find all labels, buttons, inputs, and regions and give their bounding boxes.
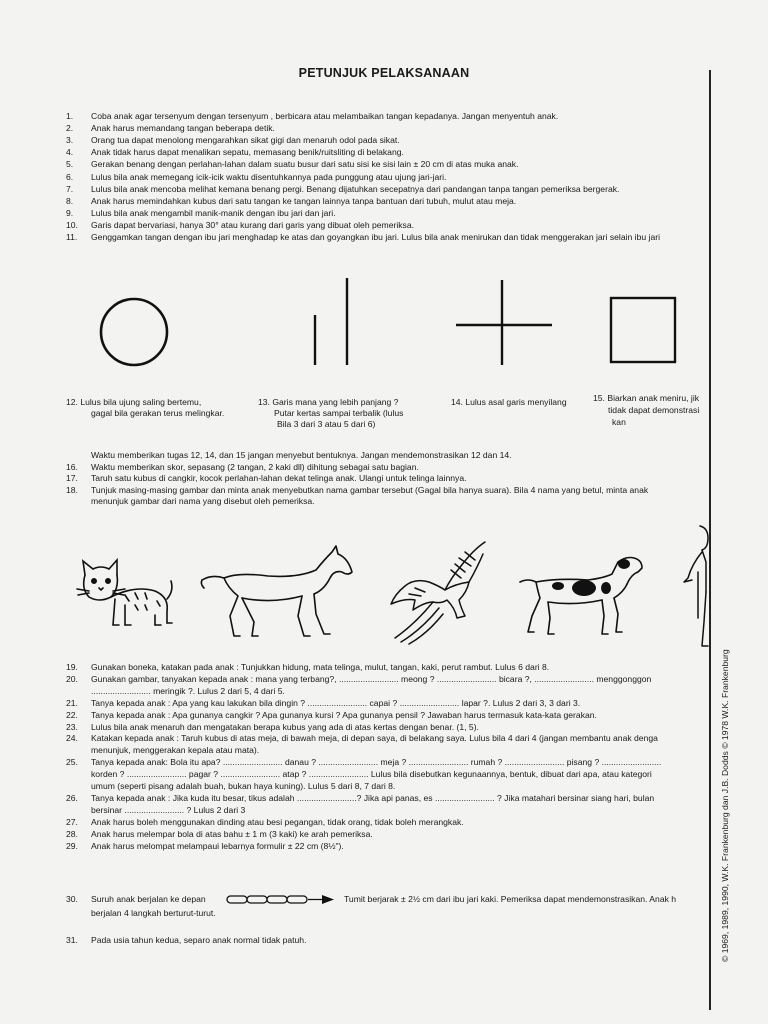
item-text: Anak harus memindahkan kubus dari satu tangan ke tangan lainnya tanpa bantuan dari tubuh, mulut atau meja.: [91, 195, 517, 206]
item-number: 4.: [66, 147, 74, 158]
caption-13-line2: Putar kertas sampai terbalik (lulus: [274, 408, 404, 418]
item-number: 5.: [66, 159, 74, 170]
item-number: 26.: [66, 792, 78, 803]
item-text: Tanya kepada anak: Bola itu apa? ......................... danau ? ......................... meja ? ......................... rumah ? ......................... pisang ? .........................: [91, 757, 662, 768]
cat-drawing: [75, 555, 175, 630]
item-text: Taruh satu kubus di cangkir, kocok perlahan-lahan dekat telinga anak. Ulangi untuk telinga lainnya.: [91, 473, 467, 484]
item-text: Waktu memberikan tugas 12, 14, dan 15 jangan menyebut bentuknya. Jangan mendemonstrasikan 12 dan 14.: [91, 450, 512, 460]
item-text: menunjuk, menggerakan kepala atau mata).: [91, 745, 260, 756]
caption-12: 12. Lulus bila ujung saling bertemu,: [66, 397, 202, 407]
copyright-notice: © 1969, 1989, 1990, W.K. Frankenburg dan J.B. Dodds © 1978 W.K. Frankenburg: [720, 649, 730, 962]
item-number: 30.: [66, 894, 78, 904]
item-number: 8.: [66, 195, 74, 206]
item-number: 11.: [66, 232, 78, 242]
item-text: Gunakan gambar, tanyakan kepada anak : mana yang terbang?, ......................... meong ? ......................... bicara ?, ......................... menggonggon: [91, 673, 652, 684]
item-text: ......................... meringik ?. Lulus 2 dari 5, 4 dari 5.: [91, 685, 285, 696]
item-number: 23.: [66, 721, 78, 732]
item-number: 17.: [66, 473, 78, 484]
item-30-text-continued: Tumit berjarak ± 2½ cm dari ibu jari kaki. Pemeriksa dapat mendemonstrasikan. Anak h: [344, 894, 677, 904]
item-text: Lulus bila anak mengambil manik-manik dengan ibu jari dan jari.: [91, 207, 336, 218]
item-text: Gerakan benang dengan perlahan-lahan dalam suatu busur dari satu sisi ke sisi lain ± 20 cm di atas muka anak.: [91, 159, 519, 170]
item-number: 10.: [66, 219, 78, 230]
item-number: 28.: [66, 828, 78, 839]
cross-shape-drawing: [452, 277, 562, 377]
item-number: 1.: [66, 111, 74, 121]
item-number: 16.: [66, 461, 78, 472]
dog-drawing: [518, 552, 648, 642]
bird-drawing: [385, 538, 495, 648]
item-text: Anak harus memandang tangan beberapa detik.: [91, 123, 275, 134]
item-text: Tanya kepada anak : Apa yang kau lakukan bila dingin ? ......................... capai ? ......................... lapar ?. Lulus 2 dari 3, 3 dari 3.: [91, 697, 581, 708]
caption-13: 13. Garis mana yang lebih panjang ?: [258, 397, 399, 407]
caption-14: 14. Lulus asal garis menyilang: [451, 397, 567, 407]
caption-15-line3: kan: [612, 417, 626, 427]
item-number: 3.: [66, 135, 74, 146]
item-text: Lulus bila anak menaruh dan mengatakan berapa kubus yang ada di atas kertas dengan benar. (1, 5).: [91, 721, 479, 732]
person-drawing: [680, 522, 710, 652]
item-number: 21.: [66, 697, 78, 708]
two-lines-drawing: [305, 275, 365, 375]
item-number: 31.: [66, 935, 78, 945]
item-number: 18.: [66, 484, 78, 495]
item-text: menunjuk gambar dari nama yang disebut oleh pemeriksa.: [91, 496, 315, 507]
caption-13-line3: Bila 3 dari 3 atau 5 dari 6): [277, 419, 376, 429]
footprints-arrow-icon: [226, 893, 338, 907]
item-text: Anak harus melempar bola di atas bahu ± 1 m (3 kaki) ke arah pemeriksa.: [91, 828, 373, 839]
item-number: 29.: [66, 840, 78, 851]
caption-15-line2: tidak dapat demonstrasi: [608, 405, 700, 415]
item-number: 9.: [66, 207, 74, 218]
item-30-text-line2: berjalan 4 langkah berturut-turut.: [91, 908, 216, 918]
item-number: 24.: [66, 733, 78, 744]
item-text: Lulus bila anak mencoba melihat kemana benang pergi. Benang dijatuhkan secepatnya dari pandangan tanpa tangan pemeriksa bergerak.: [91, 183, 620, 194]
item-text: Anak tidak harus dapat menalikan sepatu, memasang benik/ruitsliting di belakang.: [91, 147, 404, 158]
item-number: 6.: [66, 171, 74, 182]
item-text: Lulus bila anak memegang icik-icik waktu disentuhkannya pada punggung atau ujung jari-jari.: [91, 171, 447, 182]
page-title: PETUNJUK PELAKSANAAN: [298, 66, 470, 80]
item-text: Suruh anak berjalan ke depan: [91, 894, 206, 904]
item-text: Anak harus boleh menggunakan dinding atau besi pegangan, tidak orang, tidak boleh merangkak.: [91, 816, 464, 827]
item-text: Garis dapat bervariasi, hanya 30° atau kurang dari garis yang dibuat oleh pemeriksa.: [91, 219, 415, 230]
caption-12-line2: gagal bila gerakan terus melingkar.: [91, 408, 225, 418]
item-text: Katakan kepada anak : Taruh kubus di atas meja, di bawah meja, di depan saya, di belakang saya. Lulus bila 4 dari 4 (jangan membantu anak denga: [91, 733, 658, 744]
item-text: Genggamkan tangan dengan ibu jari menghadap ke atas dan goyangkan ibu jari. Lulus bila anak menirukan dan tidak menggerakan jari selain ibu jari: [91, 232, 660, 242]
item-text: Pada usia tahun kedua, separo anak normal tidak patuh.: [91, 935, 307, 945]
square-shape-drawing: [608, 295, 688, 375]
item-text: Gunakan boneka, katakan pada anak : Tunjukkan hidung, mata telinga, mulut, tangan, kaki, perut rambut. Lulus 6 dari 8.: [91, 662, 550, 672]
item-text: Tanya kepada anak : Jika kuda itu besar, tikus adalah .........................? Jika api panas, es ......................... ? Jika matahari bersinar siang hari, bulan: [91, 792, 655, 803]
item-number: 25.: [66, 757, 78, 768]
horse-drawing: [198, 544, 358, 644]
item-text: umum (seperti pisang adalah buah, bukan haya kuning). Lulus 5 dari 8, 7 dari 8.: [91, 781, 396, 791]
circle-shape-drawing: [98, 296, 178, 376]
item-text: Tunjuk masing-masing gambar dan minta anak menyebutkan nama gambar tersebut (Gagal bila hanya suara). Bila 4 nama yang betul, minta anak: [91, 484, 649, 495]
item-number: 20.: [66, 673, 78, 684]
item-text: Coba anak agar tersenyum dengan tersenyum , berbicara atau melambaikan tangan kepadanya. Jangan menyentuh anak.: [91, 111, 559, 121]
item-number: 22.: [66, 709, 78, 720]
item-text: Anak harus melompat melampaui lebarnya formulir ± 22 cm (8½").: [91, 840, 344, 851]
item-text: Waktu memberikan skor, sepasang (2 tangan, 2 kaki dll) dihitung sebagai satu bagian.: [91, 461, 419, 472]
item-number: 7.: [66, 183, 74, 194]
item-text: bersinar ......................... ? Lulus 2 dari 3: [91, 804, 246, 815]
item-text: Tanya kepada anak : Apa gunanya cangkir ? Apa gunanya kursi ? Apa gunanya pensil ? Jawaban harus termasuk kata-kata gerakan.: [91, 709, 597, 720]
item-number: 19.: [66, 662, 78, 672]
caption-15: 15. Biarkan anak meniru, jik: [593, 393, 700, 403]
item-text: korden ? ......................... pagar ? ......................... atap ? ......................... Lulus bila disebutkan kegunaannya, bentuk, dibuat dari apa, atau kategori: [91, 769, 652, 780]
item-number: 27.: [66, 816, 78, 827]
item-text: Orang tua dapat menolong mengarahkan sikat gigi dan menaruh odol pada sikat.: [91, 135, 400, 146]
item-number: 2.: [66, 123, 74, 134]
